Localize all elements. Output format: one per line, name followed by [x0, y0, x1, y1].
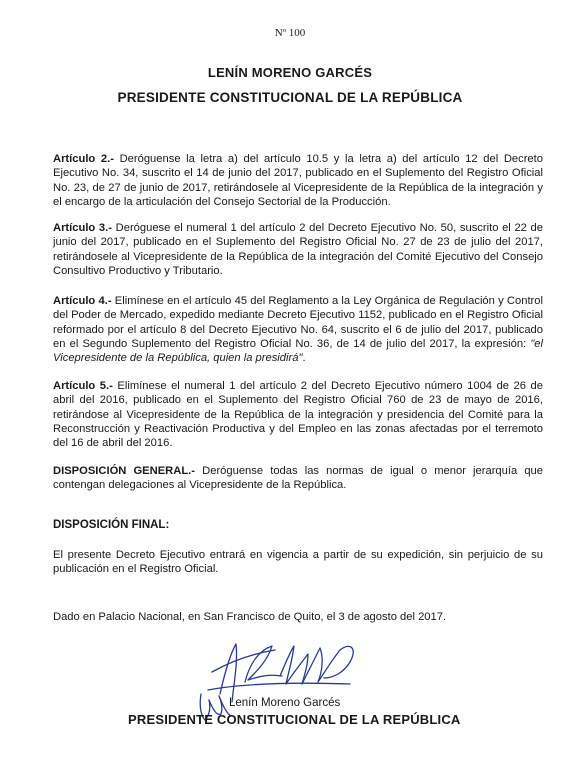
- article-5-text: Elimínese el numeral 1 del artículo 2 del Decreto Ejecutivo número 1004 de 26 de abril del 2016, publicado en el Suplemento del Registro Oficial 760 de 23 de mayo de 2016, retirándose al Vicepresidente de la República de la integración y presidencia del Comité para la Reconstrucción y Reactivación Productiva y del Empleo en las zonas afectadas por el terremoto del 16 de abril del 2016.: [53, 380, 543, 450]
- general-provision-label: DISPOSICIÓN GENERAL.-: [53, 465, 196, 477]
- final-provision-heading: DISPOSICIÓN FINAL:: [53, 519, 170, 531]
- article-4-text: Elimínese en el artículo 45 del Reglamento a la Ley Orgánica de Regulación y Control del Poder de Mercado, expedido mediante Decreto Ejecutivo 1152, publicado en el Registro Oficial reformado por el artículo 8 del Decreto Ejecutivo No. 64, suscrito el 6 de julio del 2017, publicado en el Segundo Suplemento del Registro Oficial No. 36, de 14 de julio del 2017, la expresión:: [53, 295, 543, 350]
- signer-title: PRESIDENTE CONSTITUCIONAL DE LA REPÚBLICA: [128, 712, 461, 727]
- decree-number: Nº 100: [274, 27, 306, 39]
- article-2-label: Artículo 2.-: [53, 153, 114, 165]
- article-5: [53, 379, 543, 450]
- president-title-header: PRESIDENTE CONSTITUCIONAL DE LA REPÚBLICA: [117, 90, 463, 105]
- article-3-label: Artículo 3.-: [53, 222, 112, 234]
- article-4-end: .: [302, 352, 306, 365]
- signer-name: Lenín Moreno Garcés: [229, 697, 341, 709]
- article-4: [53, 294, 543, 365]
- president-name-header: LENÍN MORENO GARCÉS: [207, 65, 373, 80]
- article-2: [53, 152, 543, 209]
- general-provision-text: Deróguense todas las normas de igual o menor jerarquía que contengan delegaciones al Vicepresidente de la República.: [53, 465, 543, 492]
- article-2-text: Deróguense la letra a) del artículo 10.5 y la letra a) del artículo 12 del Decreto Ejecutivo No. 34, suscrito el 14 de junio del 2017, publicado en el Suplemento del Registro Oficial No. 23, de 27 de junio de 2017, retirándosele al Vicepresidente de la República de la integración y el encargo de la articulación del Consejo Sectorial de la Producción.: [53, 153, 543, 208]
- article-3-text: Deróguese el numeral 1 del artículo 2 del Decreto Ejecutivo No. 50, suscrito el 22 de junio del 2017, publicado en el Suplemento del Registro Oficial No. 27 de 23 de julio del 2017, retirándosele al Vicepresidente de la República de la integración del Comité Ejecutivo del Consejo Consultivo Productivo y Tributario.: [53, 222, 543, 277]
- article-4-label: Artículo 4.-: [53, 295, 112, 307]
- closing-statement: Dado en Palacio Nacional, en San Francisco de Quito, el 3 de agosto del 2017.: [53, 611, 447, 623]
- article-4-quote: "el Vicepresidente de la República, quien la presidirá": [53, 337, 543, 365]
- general-provision: [53, 464, 543, 493]
- final-provision-text: El presente Decreto Ejecutivo entrará en vigencia a partir de su expedición, sin perjuicio de su publicación en el Registro Oficial.: [53, 549, 543, 576]
- article-3: [53, 221, 543, 278]
- article-5-label: Artículo 5.-: [53, 380, 113, 392]
